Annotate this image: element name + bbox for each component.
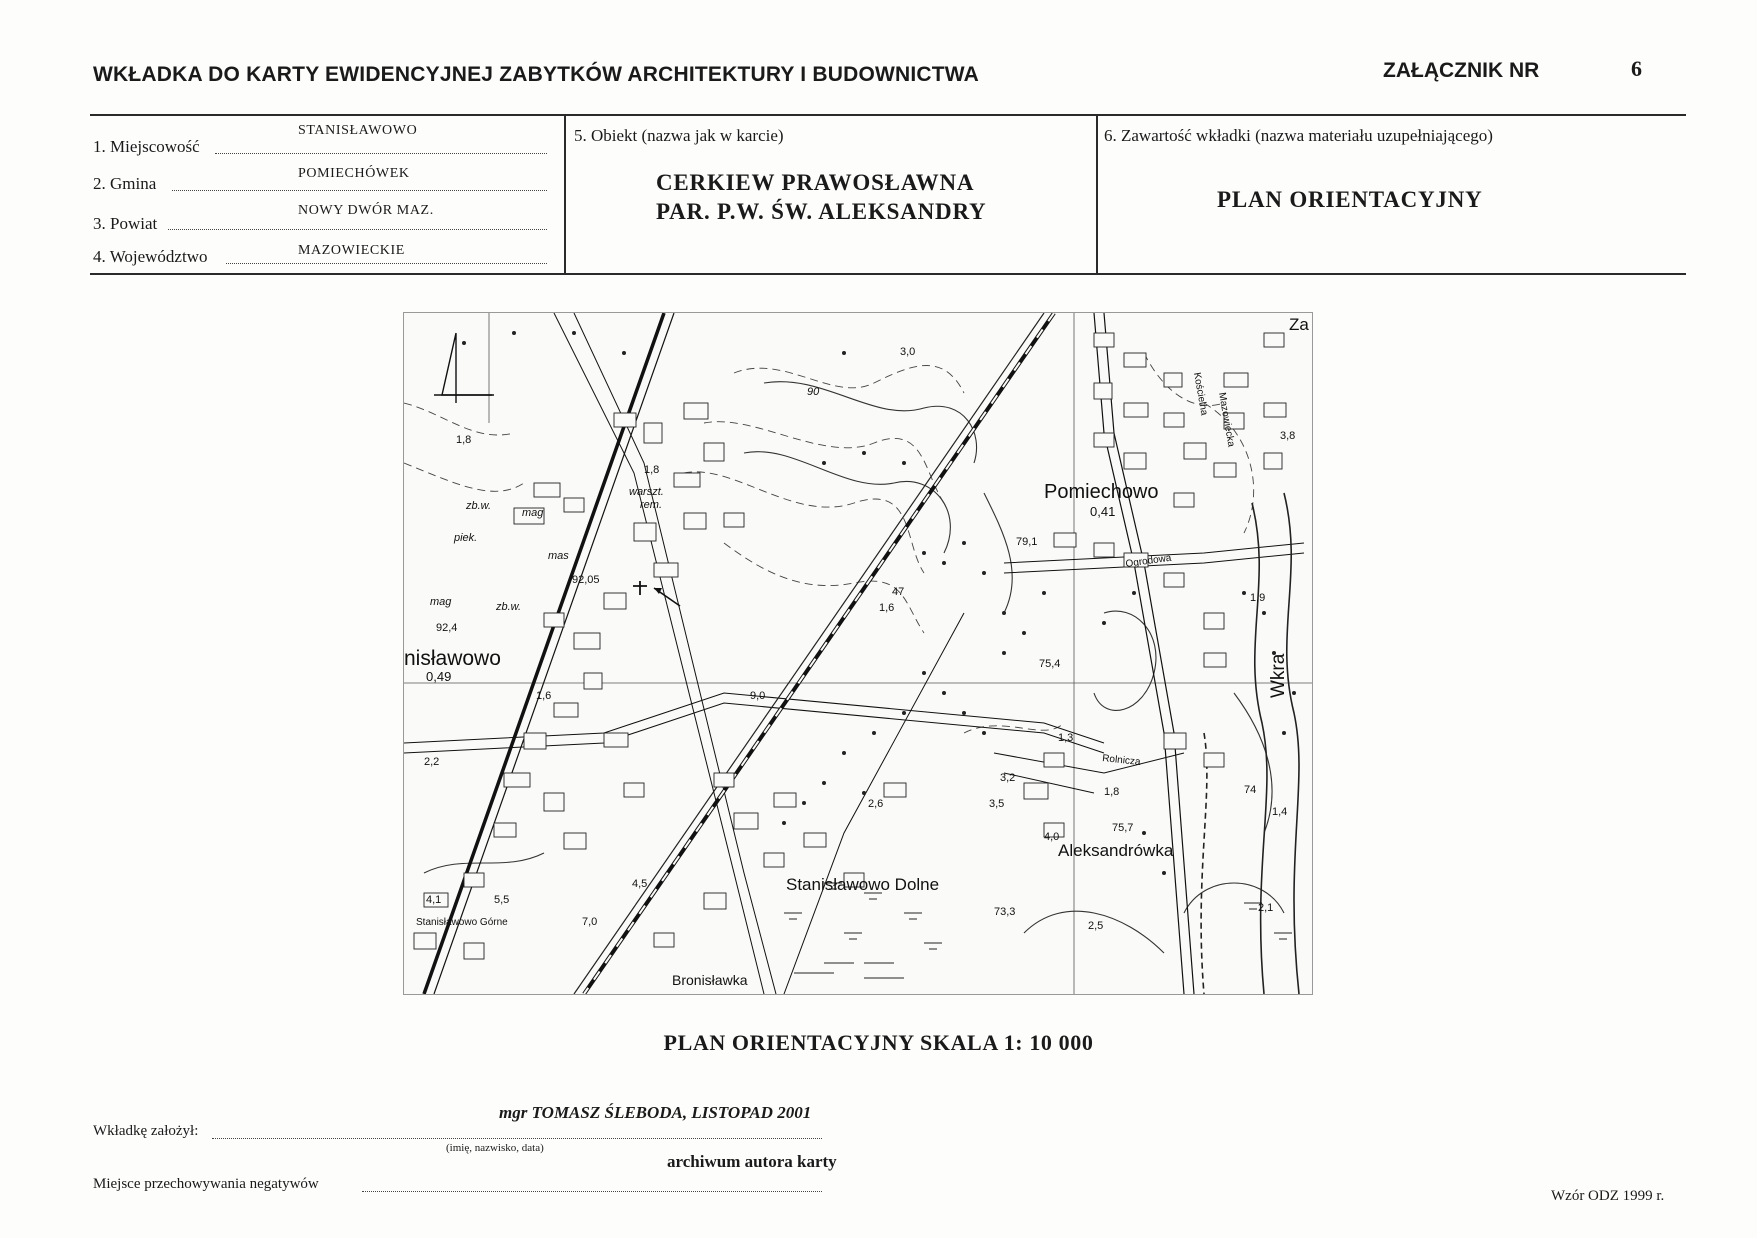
content-value: PLAN ORIENTACYJNY xyxy=(1217,187,1483,212)
content-heading: 6. Zawartość wkładki (nazwa materiału uzupełniającego) xyxy=(1104,126,1493,145)
map-label-zbw-2: zb.w. xyxy=(496,601,522,613)
field-value-county: NOWY DWÓR MAZ. xyxy=(298,203,434,218)
map-label-16b: 1,6 xyxy=(879,602,895,614)
object-heading: 5. Obiekt (nazwa jak w karcie) xyxy=(574,126,784,145)
map-label-19: 1,9 xyxy=(1250,592,1266,604)
form-title: WKŁADKA DO KARTY EWIDENCYJNEJ ZABYTKÓW ARCHITEKTURY I BUDOWNICTWA xyxy=(93,63,980,86)
author-value: mgr TOMASZ ŚLEBODA, LISTOPAD 2001 xyxy=(499,1103,812,1122)
field-line-county xyxy=(168,229,547,230)
map-label-90b: 9,0 xyxy=(750,690,766,702)
map-label-26: 2,6 xyxy=(868,798,884,810)
storage-label: Miejsce przechowywania negatywów xyxy=(93,1176,319,1192)
map-label-45: 4,5 xyxy=(632,878,648,890)
map-label-bronislawka: Bronisławka xyxy=(672,972,748,988)
map-label-21: 2,1 xyxy=(1258,902,1274,914)
annex-label: ZAŁĄCZNIK NR xyxy=(1383,59,1540,82)
map-label-mag-2: mag xyxy=(430,596,452,608)
field-label-locality: 1. Miejscowość xyxy=(93,137,200,156)
map-label-wkra: Wkra xyxy=(1268,653,1289,698)
map-label-40: 4,0 xyxy=(1044,831,1060,843)
author-label: Wkładkę założył: xyxy=(93,1123,199,1139)
map-label-mas: mas xyxy=(548,550,569,562)
map-label-18a: 1,8 xyxy=(456,434,472,446)
map-label-pomiechowo: Pomiechowo xyxy=(1044,481,1159,503)
field-label-commune: 2. Gmina xyxy=(93,174,157,193)
map-label-70: 7,0 xyxy=(582,916,598,928)
table-top-rule xyxy=(90,114,1686,116)
map-label-ogrodowa: Ogrodowa xyxy=(1124,552,1173,570)
orientation-map xyxy=(403,312,1313,995)
field-label-voivodeship: 4. Województwo xyxy=(93,247,208,266)
map-label-733: 73,3 xyxy=(994,906,1016,918)
table-bottom-rule xyxy=(90,273,1686,275)
field-label-county: 3. Powiat xyxy=(93,214,158,233)
map-label-754: 75,4 xyxy=(1039,658,1061,670)
map-label-35: 3,5 xyxy=(989,798,1005,810)
map-label-16a: 1,6 xyxy=(536,690,552,702)
map-label-stanislawowo: nisławowo xyxy=(404,647,501,670)
map-label-41: 4,1 xyxy=(426,894,442,906)
map-label-14: 1,4 xyxy=(1272,806,1288,818)
author-line xyxy=(212,1138,822,1139)
object-name-line-1: CERKIEW PRAWOSŁAWNA xyxy=(656,170,975,195)
map-label-piek: piek. xyxy=(454,532,478,544)
object-name-line-2: PAR. P.W. ŚW. ALEKSANDRY xyxy=(656,199,987,224)
field-value-commune: POMIECHÓWEK xyxy=(298,166,410,181)
map-label-pomiechowo-num: 0,41 xyxy=(1090,504,1116,519)
map-label-18b: 1,8 xyxy=(644,464,660,476)
map-label-za: Za xyxy=(1289,315,1309,334)
map-label-zbw-1: zb.w. xyxy=(466,500,492,512)
map-label-22: 2,2 xyxy=(424,756,440,768)
map-label-mazowiecka: Mazowiecka xyxy=(1216,391,1237,448)
table-divider-1 xyxy=(564,114,566,275)
storage-value: archiwum autora karty xyxy=(667,1152,837,1171)
map-label-25: 2,5 xyxy=(1088,920,1104,932)
map-label-aleksandrowka: Aleksandrówka xyxy=(1058,841,1174,860)
field-value-locality: STANISŁAWOWO xyxy=(298,123,418,138)
map-label-9205: 92,05 xyxy=(572,574,600,586)
map-label-47: 47 xyxy=(892,586,905,598)
field-value-voivodeship: MAZOWIECKIE xyxy=(298,243,405,258)
annex-number: 6 xyxy=(1631,56,1642,81)
map-label-924: 92,4 xyxy=(436,622,458,634)
storage-line xyxy=(362,1191,822,1192)
map-drawing xyxy=(404,313,1312,994)
map-label-30: 3,0 xyxy=(900,346,916,358)
field-line-commune xyxy=(172,190,547,191)
map-label-stanislawowo-gorne: Stanisławowo Górne xyxy=(416,917,508,928)
map-label-rolnicza: Rolnicza xyxy=(1101,753,1141,768)
map-label-791: 79,1 xyxy=(1016,536,1038,548)
map-label-stanislawowo-num: 0,49 xyxy=(426,669,452,684)
map-label-757: 75,7 xyxy=(1112,822,1134,834)
map-label-90: 90 xyxy=(807,386,820,398)
map-label-mag-1: mag xyxy=(522,507,544,519)
map-label-18c: 1,8 xyxy=(1104,786,1120,798)
map-label-55: 5,5 xyxy=(494,894,510,906)
map-label-rem: rem. xyxy=(640,499,662,511)
plan-caption: PLAN ORIENTACYJNY SKALA 1: 10 000 xyxy=(663,1030,1094,1055)
map-label-13: 1,3 xyxy=(1058,732,1074,744)
map-label-warszt: warszt. xyxy=(629,486,664,498)
table-divider-2 xyxy=(1096,114,1098,275)
map-label-koscielna: Kościelna xyxy=(1191,371,1210,417)
map-label-74: 74 xyxy=(1244,784,1257,796)
map-label-32: 3,2 xyxy=(1000,772,1016,784)
map-label-stanislawowo-dolne: Stanisławowo Dolne xyxy=(786,875,940,894)
template-note: Wzór ODZ 1999 r. xyxy=(1551,1188,1665,1204)
map-label-38: 3,8 xyxy=(1280,430,1296,442)
field-line-locality xyxy=(215,153,547,154)
field-line-voivodeship xyxy=(226,263,547,264)
author-hint: (imię, nazwisko, data) xyxy=(446,1142,544,1154)
